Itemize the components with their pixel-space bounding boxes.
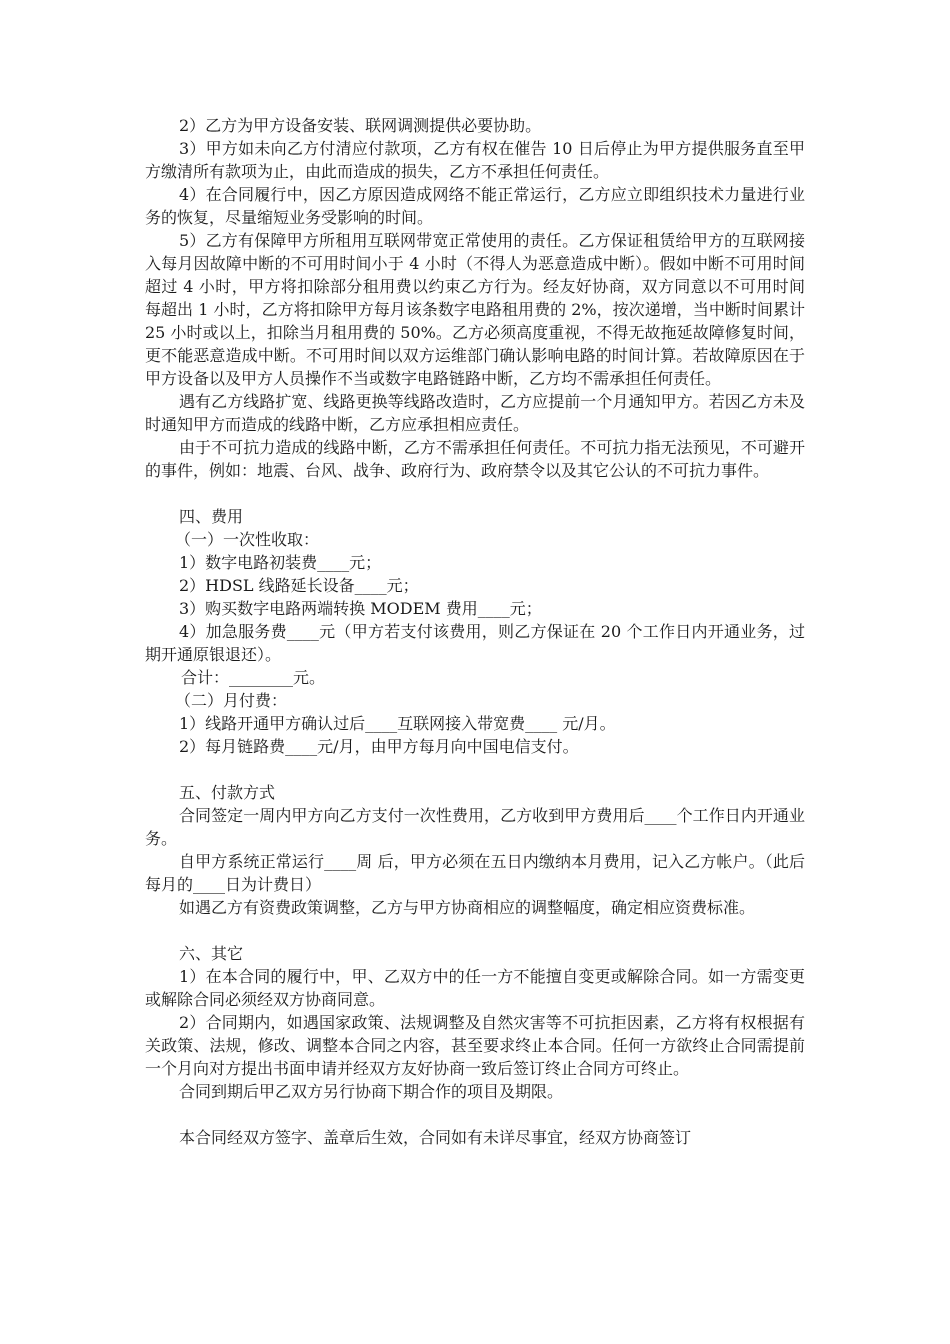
paragraph-clause-3: 3）甲方如未向乙方付清应付款项，乙方有权在催告 10 日后停止为甲方提供服务直至甲方缴清所有款项为止，由此而造成的损失，乙方不承担任何责任。	[145, 139, 805, 181]
payment-item: 自甲方系统正常运行____周 后，甲方必须在五日内缴纳本月费用，记入乙方帐户。（此后每月的____日为计费日）	[145, 852, 805, 894]
spacer	[145, 482, 805, 505]
spacer	[145, 919, 805, 942]
fee-item: 1）数字电路初装费____元；	[179, 553, 382, 572]
paragraph-force-majeure: 由于不可抗力造成的线路中断，乙方不需承担任何责任。不可抗力指无法预见，不可避开的事件，例如：地震、台风、战争、政府行为、政府禁令以及其它公认的不可抗力事件。	[145, 438, 805, 480]
spacer	[145, 1103, 805, 1126]
paragraph-clause-5: 5）乙方有保障甲方所租用互联网带宽正常使用的责任。乙方保证租赁给甲方的互联网接入每月因故障中断的不可用时间小于 4 小时（不得人为恶意造成中断）。假如中断不可用时间超过 4 小时，甲方将扣除部分租用费以约束乙方行为。经友好协商，双方同意以不可用时间每超出 1 小时，乙方将扣除甲方每月该条数字电路租用费的 2%，按次递增，当中断时间累计 25 小时或以上，扣除当月租用费的 50%。乙方必须高度重视，不得无故拖延故障修复时间，更不能恶意造成中断。不可用时间以双方运维部门确认影响电路的时间计算。若故障原因在于甲方设备以及甲方人员操作不当或数字电路链路中断，乙方均不需承担任何责任。	[145, 231, 805, 388]
other-item: 2）合同期内，如遇国家政策、法规调整及自然灾害等不可抗拒因素，乙方将有权根据有关政策、法规，修改、调整本合同之内容，甚至要求终止本合同。任何一方欲终止合同需提前一个月向对方提出书面申请并经双方友好协商一致后签订终止合同方可终止。	[145, 1013, 805, 1078]
fee-item: 3）购买数字电路两端转换 MODEM 费用____元；	[179, 599, 542, 618]
fee-item: 2）每月链路费____元/月，由甲方每月向中国电信支付。	[179, 737, 579, 756]
document-body	[145, 114, 805, 1149]
paragraph-line-upgrade: 遇有乙方线路扩宽、线路更换等线路改造时，乙方应提前一个月通知甲方。若因乙方未及时通知甲方而造成的线路中断，乙方应承担相应责任。	[145, 392, 805, 434]
fee-item: 1）线路开通甲方确认过后____互联网接入带宽费____ 元/月。	[179, 714, 616, 733]
section-heading-fees: 四、费用	[179, 507, 244, 526]
spacer	[145, 758, 805, 781]
section-heading-payment: 五、付款方式	[179, 783, 276, 802]
fee-item: 4）加急服务费____元（甲方若支付该费用，则乙方保证在 20 个工作日内开通业务，过期开通原银退还）。	[145, 622, 805, 664]
fee-item: 2）HDSL 线路延长设备____元；	[179, 576, 419, 595]
closing-paragraph: 本合同经双方签字、盖章后生效，合同如有未详尽事宜，经双方协商签订	[179, 1128, 692, 1147]
section-heading-other: 六、其它	[179, 944, 244, 963]
payment-item: 如遇乙方有资费政策调整，乙方与甲方协商相应的调整幅度，确定相应资费标准。	[179, 898, 756, 917]
other-item: 1）在本合同的履行中，甲、乙双方中的任一方不能擅自变更或解除合同。如一方需变更或解除合同必须经双方协商同意。	[145, 967, 805, 1009]
fee-total: 合计：________元。	[181, 668, 326, 687]
payment-item: 合同签定一周内甲方向乙方支付一次性费用，乙方收到甲方费用后____个工作日内开通业务。	[145, 806, 805, 848]
paragraph-clause-4: 4）在合同履行中，因乙方原因造成网络不能正常运行，乙方应立即组织技术力量进行业务的恢复，尽量缩短业务受影响的时间。	[145, 185, 805, 227]
subheading-monthly: （二）月付费：	[175, 691, 288, 710]
paragraph-clause-2: 2）乙方为甲方设备安装、联网调测提供必要协助。	[179, 116, 542, 135]
subheading-one-time: （一）一次性收取：	[175, 530, 320, 549]
other-item: 合同到期后甲乙双方另行协商下期合作的项目及期限。	[179, 1082, 564, 1101]
